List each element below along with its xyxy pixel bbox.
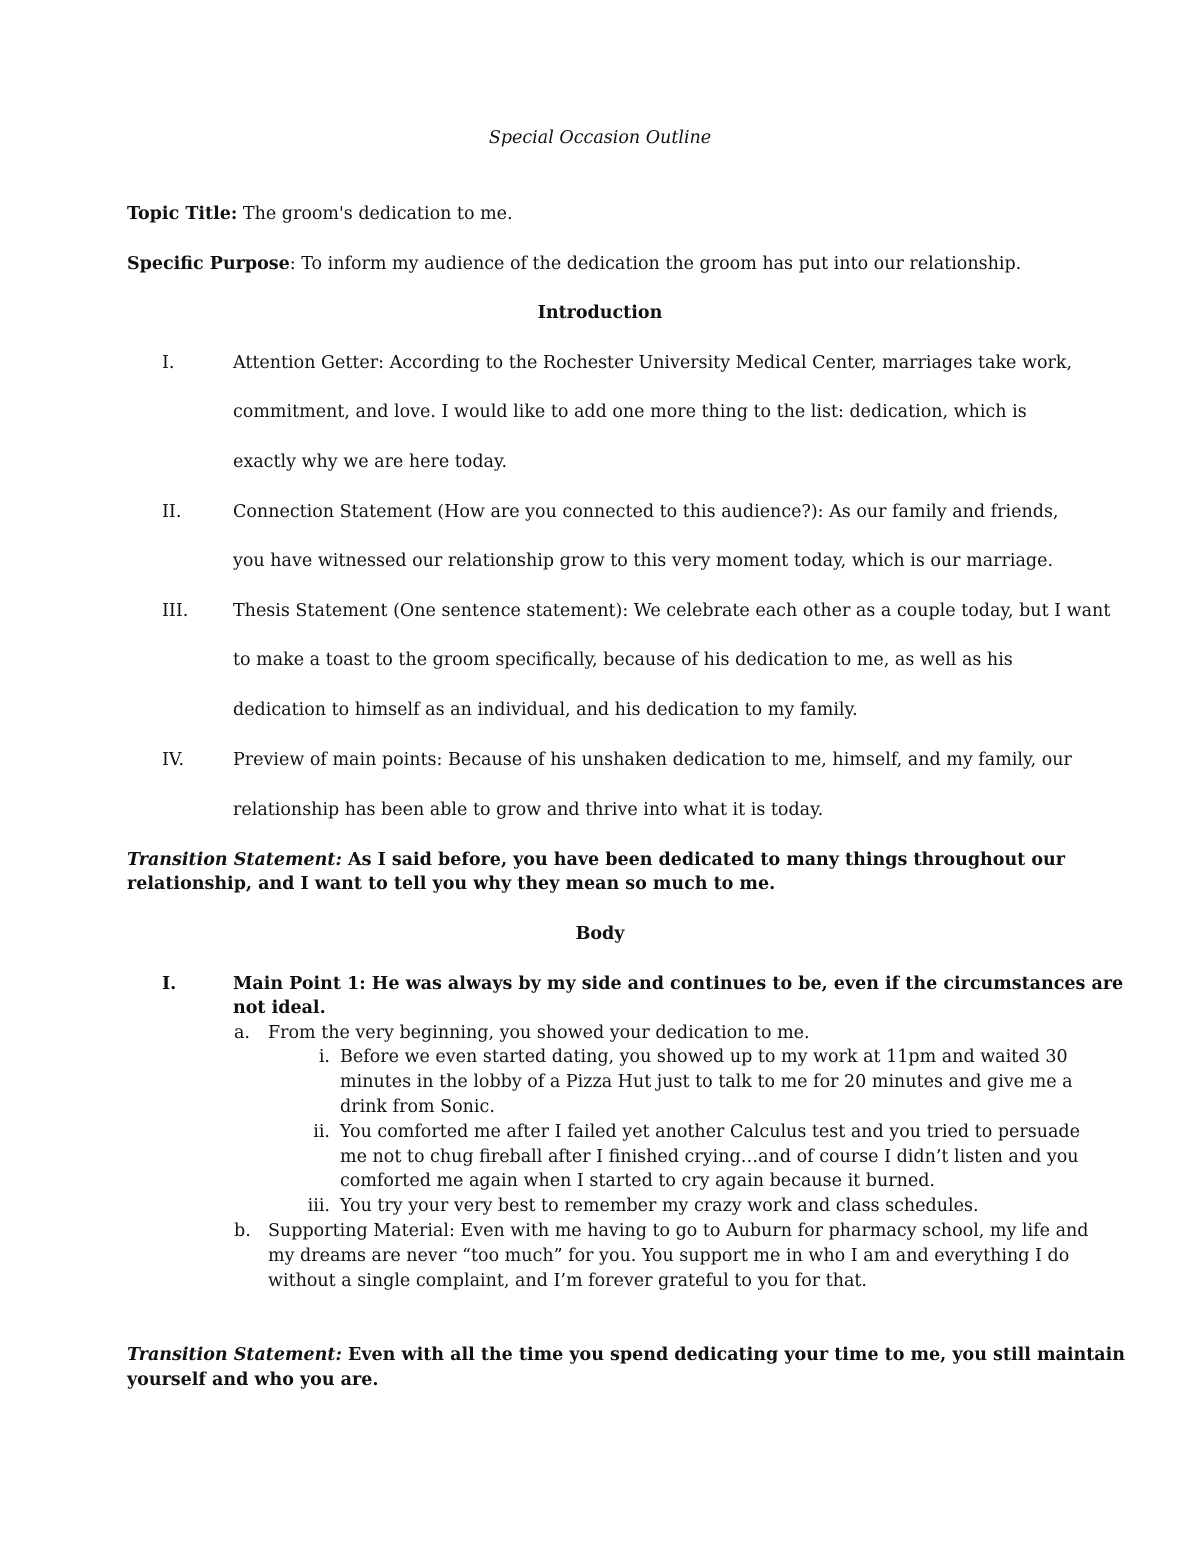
transition-text: Even with all the time you spend dedicating your time to me, you still maintain [341, 1345, 1126, 1365]
sub-point-letter-a: a. [234, 1023, 250, 1043]
intro-item-3-line: Thesis Statement (One sentence statement): We celebrate each other as a couple today, but I want [233, 601, 1111, 621]
transition-label: Transition Statement: [127, 850, 342, 870]
roman-numeral-iii: iii. [307, 1196, 330, 1216]
intro-item-1-line: Attention Getter: According to the Rochester University Medical Center, marriages take work, [233, 353, 1073, 373]
transition-text-line2: yourself and who you are. [127, 1370, 379, 1390]
sub-item-ii-line: me not to chug fireball after I finished crying…and of course I didn’t listen and you [340, 1147, 1079, 1167]
topic-title-line [127, 204, 513, 224]
intro-item-2-line: Connection Statement (How are you connected to this audience?): As our family and friends, [233, 502, 1059, 522]
transition-label: Transition Statement: [127, 1345, 342, 1365]
sub-item-ii-line: comforted me again when I started to cry again because it burned. [340, 1171, 935, 1191]
intro-numeral-3: III. [162, 601, 189, 621]
sub-item-iii-line: You try your very best to remember my crazy work and class schedules. [340, 1196, 979, 1216]
intro-item-4-line: relationship has been able to grow and thrive into what it is today. [233, 800, 824, 820]
specific-purpose-label: Specific Purpose [127, 254, 290, 274]
transition-text-line2: relationship, and I want to tell you why they mean so much to me. [127, 874, 776, 894]
intro-item-4-line: Preview of main points: Because of his unshaken dedication to me, himself, and my family, our [233, 750, 1072, 770]
sub-item-i-line: drink from Sonic. [340, 1097, 495, 1117]
main-point-numeral: I. [162, 974, 177, 994]
sub-item-i-line: minutes in the lobby of a Pizza Hut just to talk to me for 20 minutes and give me a [340, 1072, 1073, 1092]
sub-item-i-line: Before we even started dating, you showed up to my work at 11pm and waited 30 [340, 1047, 1068, 1067]
sub-point-a-text: From the very beginning, you showed your dedication to me. [268, 1023, 810, 1043]
document-title: Special Occasion Outline [488, 128, 712, 148]
intro-numeral-2: II. [162, 502, 182, 522]
transition-text: As I said before, you have been dedicated to many things throughout our [341, 850, 1065, 870]
introduction-heading: Introduction [537, 303, 663, 323]
specific-purpose-text: : To inform my audience of the dedication the groom has put into our relationship. [289, 254, 1022, 274]
roman-numeral-i: i. [318, 1047, 330, 1067]
intro-item-2-line: you have witnessed our relationship grow to this very moment today, which is our marriage. [233, 551, 1054, 571]
sub-point-b-line: my dreams are never “too much” for you. You support me in who I am and everything I do [268, 1246, 1070, 1266]
topic-title-label: Topic Title: [127, 204, 238, 224]
intro-item-3-line: to make a toast to the groom specifically, because of his dedication to me, as well as his [233, 650, 1013, 670]
intro-numeral-1: I. [162, 353, 175, 373]
main-point-line: Main Point 1: He was always by my side and continues to be, even if the circumstances are [233, 974, 1124, 994]
main-point-line: not ideal. [233, 998, 326, 1018]
intro-item-3-line: dedication to himself as an individual, and his dedication to my family. [233, 700, 858, 720]
body-heading: Body [575, 924, 625, 944]
sub-point-letter-b: b. [234, 1221, 251, 1241]
sub-point-b-line: Supporting Material: Even with me having to go to Auburn for pharmacy school, my life and [268, 1221, 1089, 1241]
sub-point-b-line: without a single complaint, and I’m forever grateful to you for that. [268, 1271, 867, 1291]
intro-item-1-line: exactly why we are here today. [233, 452, 508, 472]
topic-title-text: The groom's dedication to me. [237, 204, 513, 224]
transition-statement-2 [127, 1345, 1125, 1365]
transition-statement-1 [127, 850, 1065, 870]
intro-numeral-4: IV. [162, 750, 185, 770]
specific-purpose-line [127, 254, 1021, 274]
sub-item-ii-line: You comforted me after I failed yet another Calculus test and you tried to persuade [340, 1122, 1080, 1142]
roman-numeral-ii: ii. [313, 1122, 330, 1142]
intro-item-1-line: commitment, and love. I would like to add one more thing to the list: dedication, which is [233, 402, 1027, 422]
